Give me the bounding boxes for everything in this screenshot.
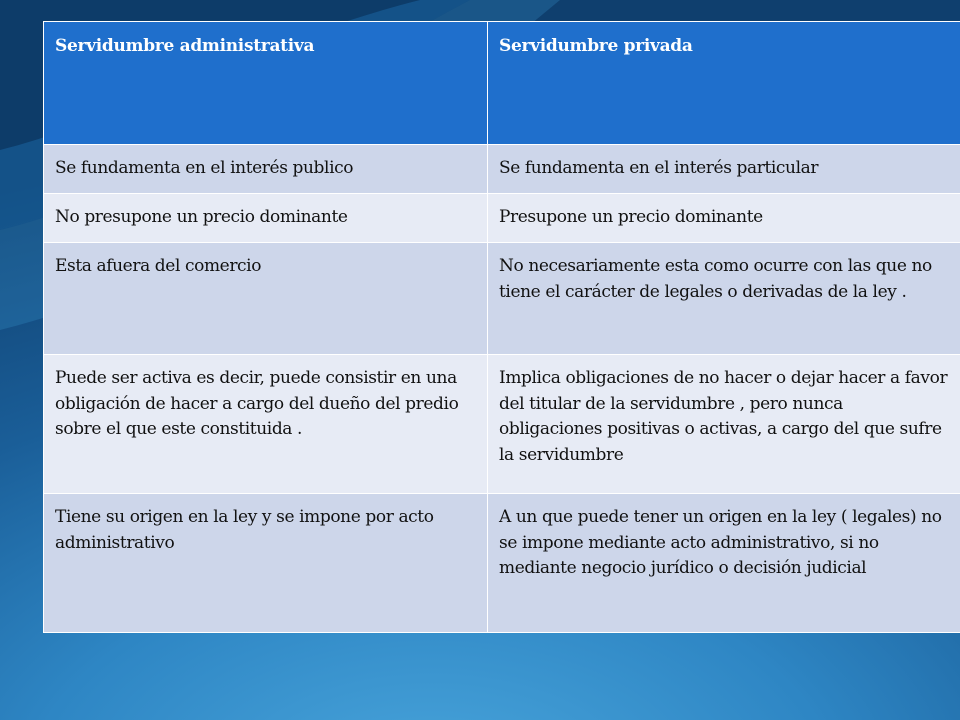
- table-cell: A un que puede tener un origen en la ley ( legales) no se impone mediante acto administrativo, si no mediante negocio jurídico o decisión judicial: [488, 494, 960, 633]
- table-cell: Presupone un precio dominante: [488, 194, 960, 243]
- table-row: [44, 494, 960, 633]
- table-row: [44, 194, 960, 243]
- comparison-table: [43, 21, 960, 633]
- table-row: [44, 145, 960, 194]
- table-cell: Implica obligaciones de no hacer o dejar hacer a favor del titular de la servidumbre , pero nunca obligaciones positivas o activas, a cargo del que sufre la servidumbre: [488, 355, 960, 494]
- table-cell: Puede ser activa es decir, puede consistir en una obligación de hacer a cargo del dueño del predio sobre el que este constituida .: [44, 355, 488, 494]
- header-privada: Servidumbre privada: [488, 22, 960, 145]
- table-cell: Tiene su origen en la ley y se impone por acto administrativo: [44, 494, 488, 633]
- table-cell: Se fundamenta en el interés particular: [488, 145, 960, 194]
- table-header-row: [44, 22, 960, 145]
- table-cell: Se fundamenta en el interés publico: [44, 145, 488, 194]
- table-cell: No presupone un precio dominante: [44, 194, 488, 243]
- header-administrativa: Servidumbre administrativa: [44, 22, 488, 145]
- table-cell: Esta afuera del comercio: [44, 243, 488, 355]
- table-row: [44, 243, 960, 355]
- table-row: [44, 355, 960, 494]
- table-cell: No necesariamente esta como ocurre con las que no tiene el carácter de legales o derivadas de la ley .: [488, 243, 960, 355]
